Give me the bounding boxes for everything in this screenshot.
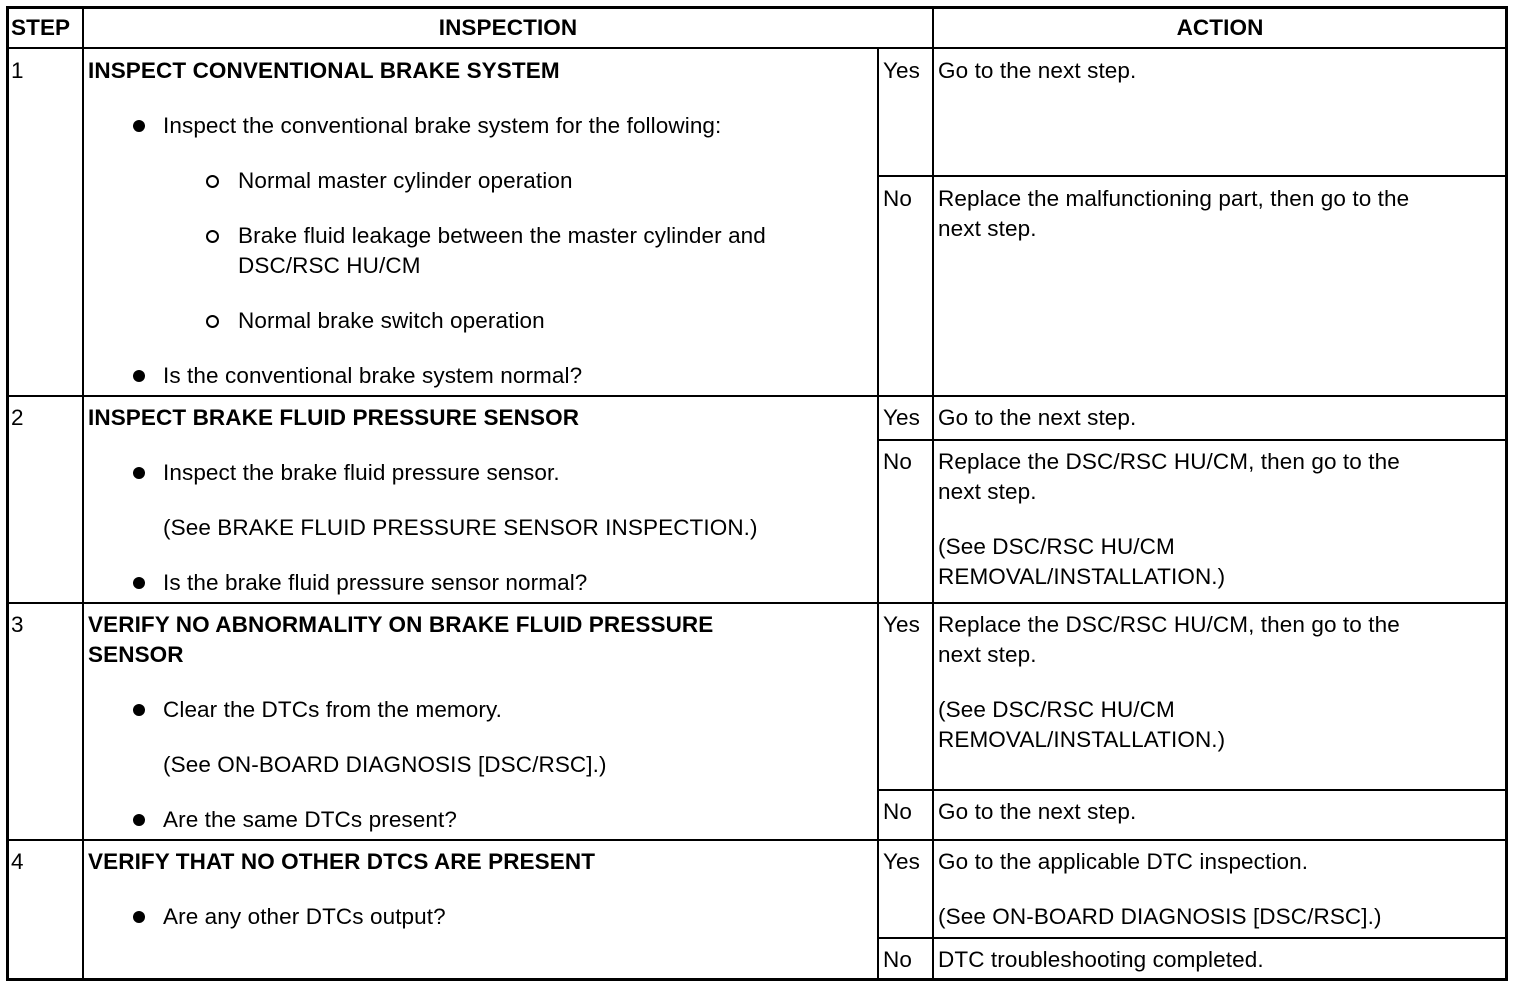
no-action-reference: (See DSC/RSC HU/CM — [938, 534, 1175, 559]
step-title: INSPECT BRAKE FLUID PRESSURE SENSOR — [88, 405, 580, 430]
sub-item-continued: DSC/RSC HU/CM — [238, 253, 421, 278]
yes-label: Yes — [883, 849, 921, 874]
reference: (See BRAKE FLUID PRESSURE SENSOR INSPECTION.) — [163, 515, 758, 540]
header-inspection: INSPECTION — [438, 15, 578, 40]
step-number: 1 — [11, 58, 24, 83]
divider-step3-yes-no — [877, 789, 1507, 791]
inspection-question: Are the same DTCs present? — [163, 807, 457, 832]
no-action: Replace the DSC/RSC HU/CM, then go to the — [938, 449, 1400, 474]
step-number: 2 — [11, 405, 24, 430]
yes-label: Yes — [883, 612, 921, 637]
reference: (See ON-BOARD DIAGNOSIS [DSC/RSC].) — [163, 752, 607, 777]
yes-action-reference: (See ON-BOARD DIAGNOSIS [DSC/RSC].) — [938, 904, 1382, 929]
divider-row-3 — [7, 839, 1507, 841]
step-title: VERIFY THAT NO OTHER DTCS ARE PRESENT — [88, 849, 596, 874]
sub-item: Normal brake switch operation — [238, 308, 545, 333]
hollow-bullet-icon — [206, 175, 219, 188]
yes-label: Yes — [883, 58, 921, 83]
sub-item: Brake fluid leakage between the master cylinder and — [238, 223, 766, 248]
no-label: No — [883, 186, 912, 211]
bullet-icon — [133, 120, 145, 132]
bullet-icon — [133, 911, 145, 923]
yes-action: Go to the next step. — [938, 405, 1137, 430]
step-title: VERIFY NO ABNORMALITY ON BRAKE FLUID PRESSURE — [88, 612, 714, 637]
hollow-bullet-icon — [206, 315, 219, 328]
divider-row-2 — [7, 602, 1507, 604]
hollow-bullet-icon — [206, 230, 219, 243]
sub-item: Normal master cylinder operation — [238, 168, 573, 193]
no-action-continued: next step. — [938, 479, 1037, 504]
inspection-item: Inspect the conventional brake system for the following: — [163, 113, 722, 138]
divider-action-column — [932, 7, 934, 980]
no-label: No — [883, 799, 912, 824]
bullet-icon — [133, 370, 145, 382]
divider-step1-yes-no — [877, 175, 1507, 177]
no-label: No — [883, 947, 912, 972]
header-action: ACTION — [1176, 15, 1264, 40]
no-action: Replace the malfunctioning part, then go to the — [938, 186, 1410, 211]
no-action: Go to the next step. — [938, 799, 1137, 824]
divider-header — [7, 47, 1507, 49]
yes-action-continued: next step. — [938, 642, 1037, 667]
inspection-question: Are any other DTCs output? — [163, 904, 446, 929]
step-number: 3 — [11, 612, 24, 637]
inspection-item: Clear the DTCs from the memory. — [163, 697, 503, 722]
bullet-icon — [133, 814, 145, 826]
yes-action-reference: (See DSC/RSC HU/CM — [938, 697, 1175, 722]
no-action-reference-continued: REMOVAL/INSTALLATION.) — [938, 564, 1226, 589]
yes-action: Go to the next step. — [938, 58, 1137, 83]
divider-step2-yes-no — [877, 439, 1507, 441]
yes-action-reference-continued: REMOVAL/INSTALLATION.) — [938, 727, 1226, 752]
step-title: INSPECT CONVENTIONAL BRAKE SYSTEM — [88, 58, 560, 83]
bullet-icon — [133, 704, 145, 716]
header-step: STEP — [11, 15, 71, 40]
divider-step4-yes-no — [877, 937, 1507, 939]
bullet-icon — [133, 577, 145, 589]
inspection-question: Is the conventional brake system normal? — [163, 363, 583, 388]
divider-step-column — [82, 7, 84, 980]
inspection-question: Is the brake fluid pressure sensor normal? — [163, 570, 588, 595]
step-number: 4 — [11, 849, 24, 874]
yes-action: Replace the DSC/RSC HU/CM, then go to the — [938, 612, 1400, 637]
divider-row-1 — [7, 395, 1507, 397]
no-label: No — [883, 449, 912, 474]
inspection-item: Inspect the brake fluid pressure sensor. — [163, 460, 560, 485]
no-action-continued: next step. — [938, 216, 1037, 241]
bullet-icon — [133, 467, 145, 479]
yes-label: Yes — [883, 405, 921, 430]
no-action: DTC troubleshooting completed. — [938, 947, 1264, 972]
step-title-continued: SENSOR — [88, 642, 184, 667]
yes-action: Go to the applicable DTC inspection. — [938, 849, 1309, 874]
